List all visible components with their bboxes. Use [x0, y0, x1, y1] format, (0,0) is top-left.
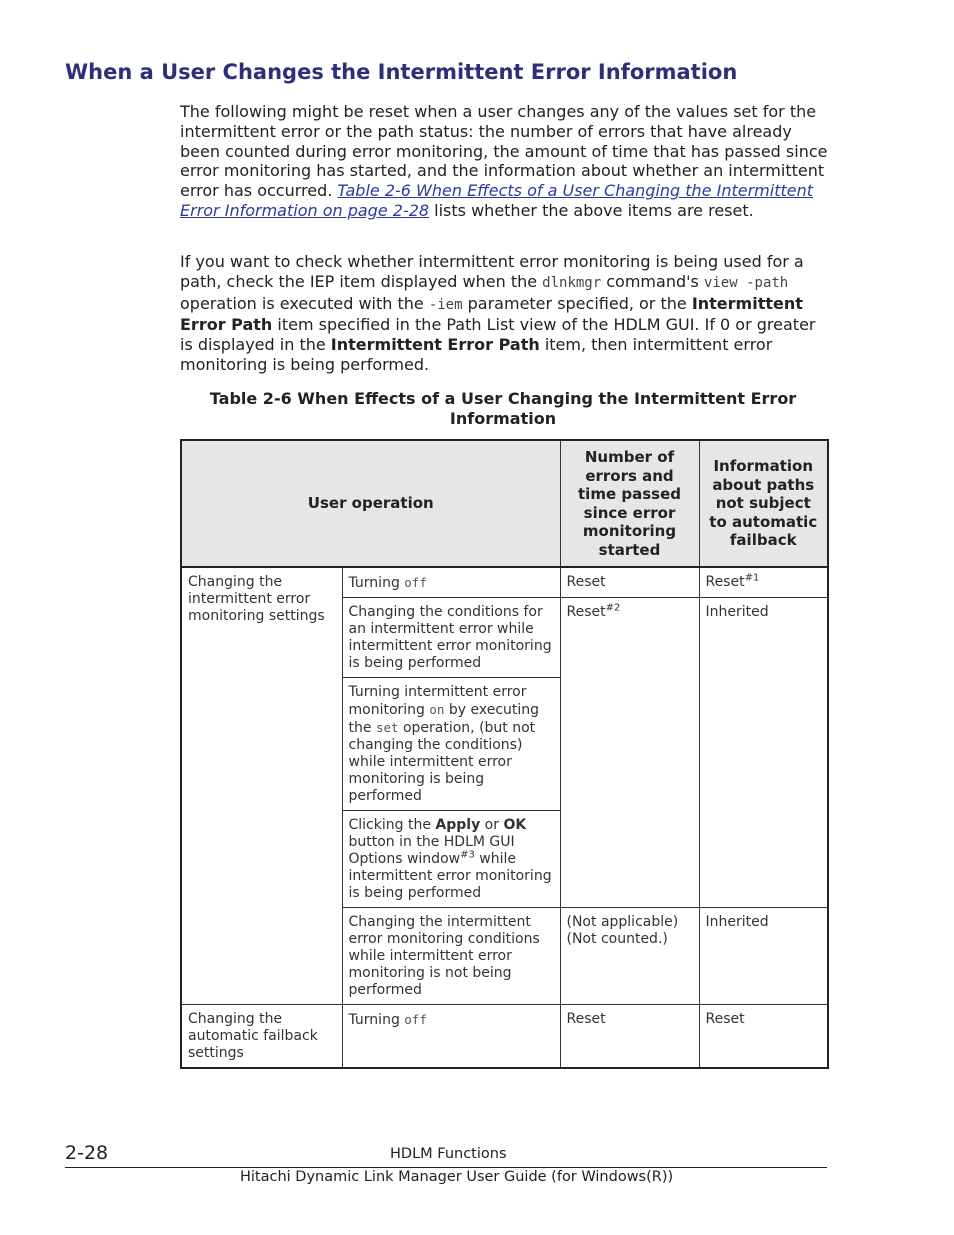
op-cell: Turning off	[342, 1005, 560, 1069]
footer-guide-title: Hitachi Dynamic Link Manager User Guide (for Windows(R))	[240, 1169, 674, 1185]
errors-cell: Reset	[560, 1005, 699, 1069]
header-user-operation: User operation	[181, 440, 560, 567]
op-cell: Turning intermittent error monitoring on by executing the set operation, (but not changing the conditions) while intermittent error monitoring is being performed	[342, 678, 560, 811]
paths-cell: Reset$^{\#1}$	[699, 567, 828, 598]
page-number: 2-28	[65, 1142, 109, 1164]
code-iem: -iem	[428, 296, 463, 313]
group-intermittent-settings: Changing the intermittent error monitoring settings	[181, 567, 342, 1005]
term-intermittent-error-path-2: Intermittent Error Path	[330, 335, 540, 355]
op-cell: Clicking the Apply or OK button in the HDLM GUI Options window$^{\#3}$ while intermittent error monitoring is being performed	[342, 811, 560, 908]
errors-cell: Reset	[560, 567, 699, 598]
errors-cell: Reset$^{\#2}$	[560, 598, 699, 908]
header-paths-info: Information about paths not subject to automatic failback	[699, 440, 828, 567]
table-header-row	[181, 440, 828, 567]
errors-cell: (Not applicable) (Not counted.)	[560, 908, 699, 1005]
op-cell: Changing the conditions for an intermittent error while intermittent error monitoring is being performed	[342, 598, 560, 678]
paths-cell: Inherited	[699, 908, 828, 1005]
header-errors-time: Number of errors and time passed since error monitoring started	[560, 440, 699, 567]
table-cross-reference-link[interactable]: Table 2-6 When Effects of a User Changing the Intermittent Error Information on page 2-28	[180, 181, 814, 220]
group-failback-settings: Changing the automatic failback settings	[181, 1005, 342, 1069]
footer-divider	[65, 1167, 827, 1168]
paths-cell: Inherited	[699, 598, 828, 908]
monitoring-paragraph: If you want to check whether intermittent error monitoring is being used for a path, check the IEP item displayed when the dlnkmgr command's view -path operation is executed with the -iem parameter specified, or the Intermittent Error Path item specified in the Path List view of the HDLM GUI. If 0 or greater is displayed in the Intermittent Error Path item, then intermittent error monitoring is being performed.	[180, 252, 816, 374]
op-cell: Turning off	[342, 567, 560, 598]
effects-table	[180, 439, 829, 1069]
term-intermittent-error-path: Intermittent Error Path	[180, 293, 803, 335]
paths-cell: Reset	[699, 1005, 828, 1069]
code-dlnkmgr: dlnkmgr	[542, 274, 602, 291]
intro-paragraph: The following might be reset when a user changes any of the values set for the intermittent error or the path status: the number of errors that have already been counted during error monitoring, the amount of time that has passed since error monitoring has started, and the information about whether an intermittent error has occurred. Table 2-6 When Effects of a User Changing the Intermittent Error Information on page 2-28 lists whether the above items are reset.	[180, 102, 828, 220]
code-view-path: view -path	[703, 274, 789, 291]
table-row	[181, 1005, 828, 1069]
table-caption: Table 2-6 When Effects of a User Changing the Intermittent Error Information	[209, 389, 797, 428]
footer-section-title: HDLM Functions	[390, 1146, 507, 1162]
section-heading: When a User Changes the Intermittent Error Information	[65, 60, 738, 84]
op-cell: Changing the intermittent error monitoring conditions while intermittent error monitoring is not being performed	[342, 908, 560, 1005]
table-row	[181, 567, 828, 598]
